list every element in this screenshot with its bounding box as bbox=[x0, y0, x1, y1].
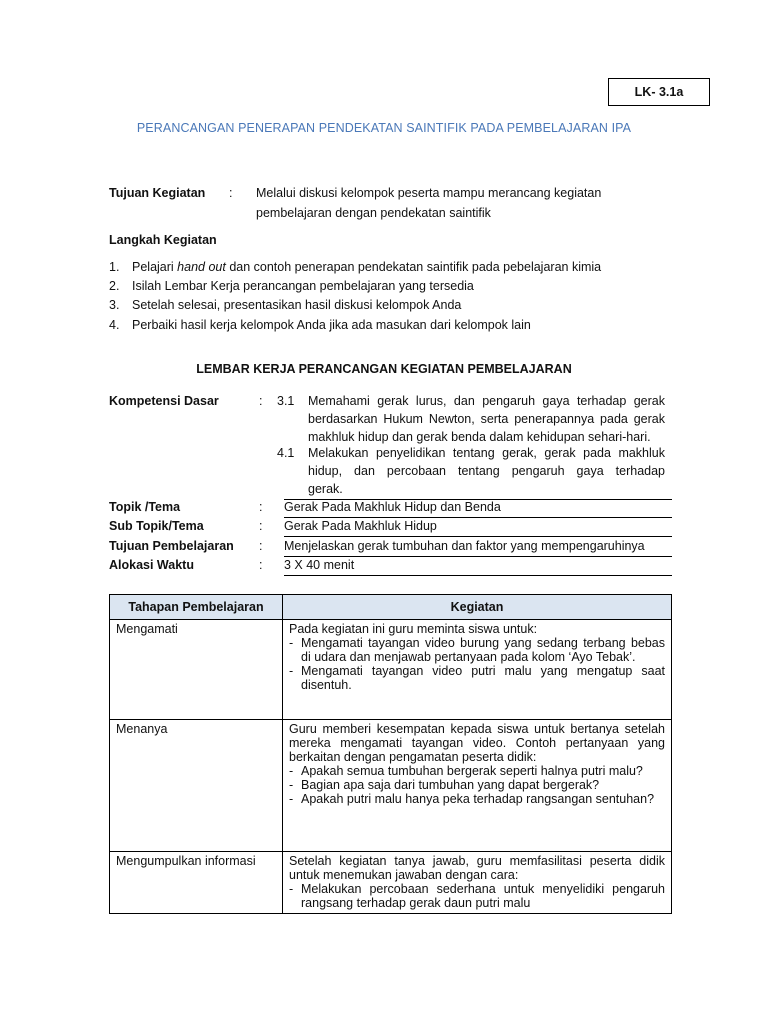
list-item: - Apakah semua tumbuhan bergerak seperti halnya putri malu? bbox=[289, 764, 665, 778]
kd-3-1-line-2: berdasarkan Hukum Newton, serta penerapannya pada gerak bbox=[308, 412, 665, 426]
kd-4-1-line-2: hidup, dan percobaan tentang pengaruh gaya terhadap bbox=[308, 464, 665, 478]
info-value: Gerak Pada Makhluk Hidup bbox=[284, 519, 672, 537]
list-item bbox=[109, 279, 669, 297]
list-item bbox=[109, 298, 669, 316]
kd-3-1-line-3: makhluk hidup dan gerak benda dalam kehidupan sehari-hari. bbox=[308, 430, 651, 444]
list-item: - Mengamati tayangan video burung yang sedang terbang bebas di udara dan menjawab pertanyaan pada kolom ‘Ayo Tebak’. bbox=[289, 636, 665, 664]
document-code-box bbox=[608, 78, 710, 106]
info-colon: : bbox=[259, 558, 263, 572]
step-text-rest: dan contoh penerapan pendekatan saintifik pada pebelajaran kimia bbox=[225, 260, 602, 274]
kd-4-1-line-1: Melakukan penyelidikan tentang gerak, gerak pada makhluk bbox=[308, 446, 665, 460]
activities-table bbox=[109, 594, 672, 914]
activity-cell bbox=[283, 720, 672, 852]
tujuan-kegiatan-colon: : bbox=[229, 186, 233, 200]
kompetensi-dasar-label: Kompetensi Dasar bbox=[109, 394, 219, 408]
info-label: Tujuan Pembelajaran bbox=[109, 539, 234, 553]
activity-intro: Pada kegiatan ini guru meminta siswa untuk: bbox=[289, 622, 538, 636]
table-header-activity: Kegiatan bbox=[283, 595, 672, 620]
activity-intro: Guru memberi kesempatan kepada siswa untuk bertanya setelah mereka mengamati tayangan video. Contoh pertanyaan yang berkaitan dengan pengamatan peserta didik: bbox=[289, 722, 665, 764]
step-text: Perbaiki hasil kerja kelompok Anda jika ada masukan dari kelompok lain bbox=[132, 318, 531, 332]
info-value: Menjelaskan gerak tumbuhan dan faktor yang mempengaruhinya bbox=[284, 539, 672, 557]
step-number: 4. bbox=[109, 318, 120, 332]
document-code: LK- 3.1a bbox=[634, 85, 684, 99]
step-number: 1. bbox=[109, 260, 120, 274]
step-text: Pelajari bbox=[132, 260, 178, 274]
info-row-sub-topik bbox=[109, 518, 674, 537]
activity-cell bbox=[283, 852, 672, 914]
info-row-alokasi-waktu bbox=[109, 557, 674, 576]
list-item: - Melakukan percobaan sederhana untuk menyelidiki pengaruh rangsang terhadap gerak daun putri malu bbox=[289, 882, 665, 910]
info-colon: : bbox=[259, 500, 263, 514]
list-item: - Mengamati tayangan video putri malu yang mengatup saat disentuh. bbox=[289, 664, 665, 692]
tujuan-kegiatan-line-1: Melalui diskusi kelompok peserta mampu merancang kegiatan bbox=[256, 186, 602, 200]
tujuan-kegiatan-label: Tujuan Kegiatan bbox=[109, 186, 206, 200]
list-item: - Apakah putri malu hanya peka terhadap rangsangan sentuhan? bbox=[289, 792, 665, 806]
kompetensi-dasar-colon: : bbox=[259, 394, 263, 408]
info-value: Gerak Pada Makhluk Hidup dan Benda bbox=[284, 499, 672, 518]
info-row-tujuan-pembelajaran bbox=[109, 538, 674, 557]
tujuan-kegiatan-line-2: pembelajaran dengan pendekatan saintifik bbox=[256, 206, 491, 220]
kd-3-1-line-1: Memahami gerak lurus, dan pengaruh gaya terhadap gerak bbox=[308, 394, 665, 408]
langkah-kegiatan-list bbox=[109, 260, 669, 340]
activity-bullet: Mengamati tayangan video burung yang sedang terbang bebas di udara dan menjawab pertanyaan pada kolom ‘Ayo Tebak’. bbox=[301, 636, 665, 664]
document-title: PERANCANGAN PENERAPAN PENDEKATAN SAINTIFIK PADA PEMBELAJARAN IPA bbox=[136, 121, 632, 135]
table-row bbox=[110, 720, 672, 852]
table-row bbox=[110, 620, 672, 720]
info-label: Topik /Tema bbox=[109, 500, 181, 514]
activity-bullet: Apakah semua tumbuhan bergerak seperti halnya putri malu? bbox=[301, 764, 643, 778]
info-row-topik bbox=[109, 499, 674, 518]
table-header-row bbox=[110, 595, 672, 620]
stage-cell: Mengamati bbox=[110, 620, 283, 720]
kd-number-4-1: 4.1 bbox=[277, 446, 295, 460]
info-label: Alokasi Waktu bbox=[109, 558, 194, 572]
info-colon: : bbox=[259, 519, 263, 533]
list-item bbox=[109, 318, 669, 336]
worksheet-title: LEMBAR KERJA PERANCANGAN KEGIATAN PEMBELAJARAN bbox=[196, 362, 572, 376]
table-header-stage: Tahapan Pembelajaran bbox=[110, 595, 283, 620]
list-item bbox=[109, 260, 669, 278]
step-text-italic: hand out bbox=[177, 260, 226, 274]
info-label: Sub Topik/Tema bbox=[109, 519, 204, 533]
table-row bbox=[110, 852, 672, 914]
list-item: - Bagian apa saja dari tumbuhan yang dapat bergerak? bbox=[289, 778, 665, 792]
activity-bullet: Mengamati tayangan video putri malu yang mengatup saat disentuh. bbox=[301, 664, 665, 692]
stage-cell: Menanya bbox=[110, 720, 283, 852]
langkah-kegiatan-label: Langkah Kegiatan bbox=[109, 233, 217, 247]
kd-number-3-1: 3.1 bbox=[277, 394, 295, 408]
activity-intro: Setelah kegiatan tanya jawab, guru memfasilitasi peserta didik untuk menemukan jawaban dengan cara: bbox=[289, 854, 665, 882]
info-colon: : bbox=[259, 539, 263, 553]
activity-bullet: Melakukan percobaan sederhana untuk menyelidiki pengaruh rangsang terhadap gerak daun putri malu bbox=[301, 882, 665, 910]
activity-bullet: Bagian apa saja dari tumbuhan yang dapat bergerak? bbox=[301, 778, 600, 792]
stage-cell: Mengumpulkan informasi bbox=[110, 852, 283, 914]
step-number: 3. bbox=[109, 298, 120, 312]
info-value: 3 X 40 menit bbox=[284, 558, 672, 576]
kd-4-1-line-3: gerak. bbox=[308, 482, 343, 496]
step-text: Isilah Lembar Kerja perancangan pembelajaran yang tersedia bbox=[132, 279, 474, 293]
step-text: Setelah selesai, presentasikan hasil diskusi kelompok Anda bbox=[132, 298, 462, 312]
activity-bullet: Apakah putri malu hanya peka terhadap rangsangan sentuhan? bbox=[301, 792, 655, 806]
activity-cell bbox=[283, 620, 672, 720]
step-number: 2. bbox=[109, 279, 120, 293]
